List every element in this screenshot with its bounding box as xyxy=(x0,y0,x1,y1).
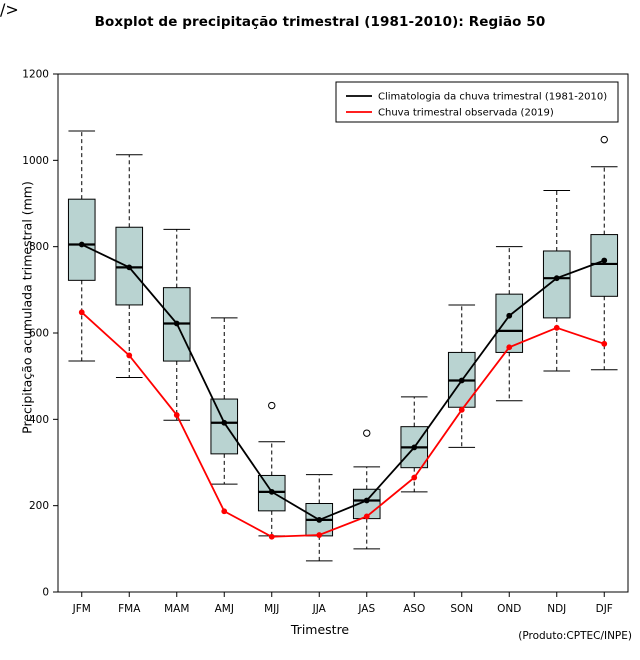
box-iqr xyxy=(68,199,95,280)
legend-label: Chuva trimestral observada (2019) xyxy=(378,107,554,119)
boxplot-box xyxy=(448,305,475,447)
x-tick-label: MJJ xyxy=(264,603,280,615)
series-point xyxy=(222,420,227,425)
series-point xyxy=(507,313,512,318)
chart-title: Boxplot de precipitação trimestral (1981-2010): Região 50 xyxy=(94,14,546,30)
series-point xyxy=(269,489,274,494)
series-point xyxy=(412,445,417,450)
x-tick-label: MAM xyxy=(164,603,190,615)
series-point xyxy=(412,475,417,480)
series-point xyxy=(174,321,179,326)
x-tick-label: JFM xyxy=(72,603,91,615)
legend xyxy=(336,82,618,122)
box-iqr xyxy=(591,235,618,297)
outlier-point xyxy=(601,136,607,142)
y-tick-label: 200 xyxy=(28,500,49,513)
y-tick-label: 1200 xyxy=(22,68,49,81)
y-tick-label: 800 xyxy=(28,241,49,254)
x-tick-label: SON xyxy=(450,603,474,615)
series-line-0 xyxy=(82,245,605,520)
x-tick-label: AMJ xyxy=(214,603,234,615)
series-point xyxy=(222,509,227,514)
x-tick-label: OND xyxy=(497,603,522,615)
series-point xyxy=(459,378,464,383)
y-axis-label: Precipitação acumulada trimestral (mm) xyxy=(19,181,35,434)
y-tick-label: 1000 xyxy=(22,154,49,167)
series-point xyxy=(79,310,84,315)
series-point xyxy=(269,534,274,539)
y-tick-label: 600 xyxy=(28,327,49,340)
series-line-1 xyxy=(82,312,605,536)
series-point xyxy=(127,353,132,358)
boxplot-box xyxy=(496,247,523,401)
series-point xyxy=(364,514,369,519)
x-tick-label: FMA xyxy=(118,603,141,615)
x-tick-label: NDJ xyxy=(547,603,567,615)
series-point xyxy=(554,325,559,330)
series-point xyxy=(317,533,322,538)
x-tick-label: DJF xyxy=(595,603,613,615)
y-tick-label: 0 xyxy=(42,586,49,599)
x-tick-label: JAS xyxy=(358,603,376,615)
series-point xyxy=(459,407,464,412)
series-point xyxy=(79,242,84,247)
boxplot-box xyxy=(211,318,238,484)
boxplot-box xyxy=(258,402,285,536)
product-credit: (Produto:CPTEC/INPE) xyxy=(518,630,632,642)
series-point xyxy=(602,341,607,346)
series-point xyxy=(507,345,512,350)
outlier-point xyxy=(269,402,275,408)
x-tick-label: ASO xyxy=(403,603,426,615)
y-tick-label: 400 xyxy=(28,413,49,426)
boxplot-box xyxy=(591,136,618,369)
x-tick-label: JJA xyxy=(312,603,326,615)
legend-label: Climatologia da chuva trimestral (1981-2010) xyxy=(378,91,608,103)
x-axis-label: Trimestre xyxy=(290,622,350,637)
series-point xyxy=(127,265,132,270)
outlier-point xyxy=(364,430,370,436)
series-point xyxy=(174,413,179,418)
series-point xyxy=(317,518,322,523)
series-point xyxy=(364,498,369,503)
series-point xyxy=(602,258,607,263)
series-point xyxy=(554,276,559,281)
box-iqr xyxy=(211,399,238,454)
